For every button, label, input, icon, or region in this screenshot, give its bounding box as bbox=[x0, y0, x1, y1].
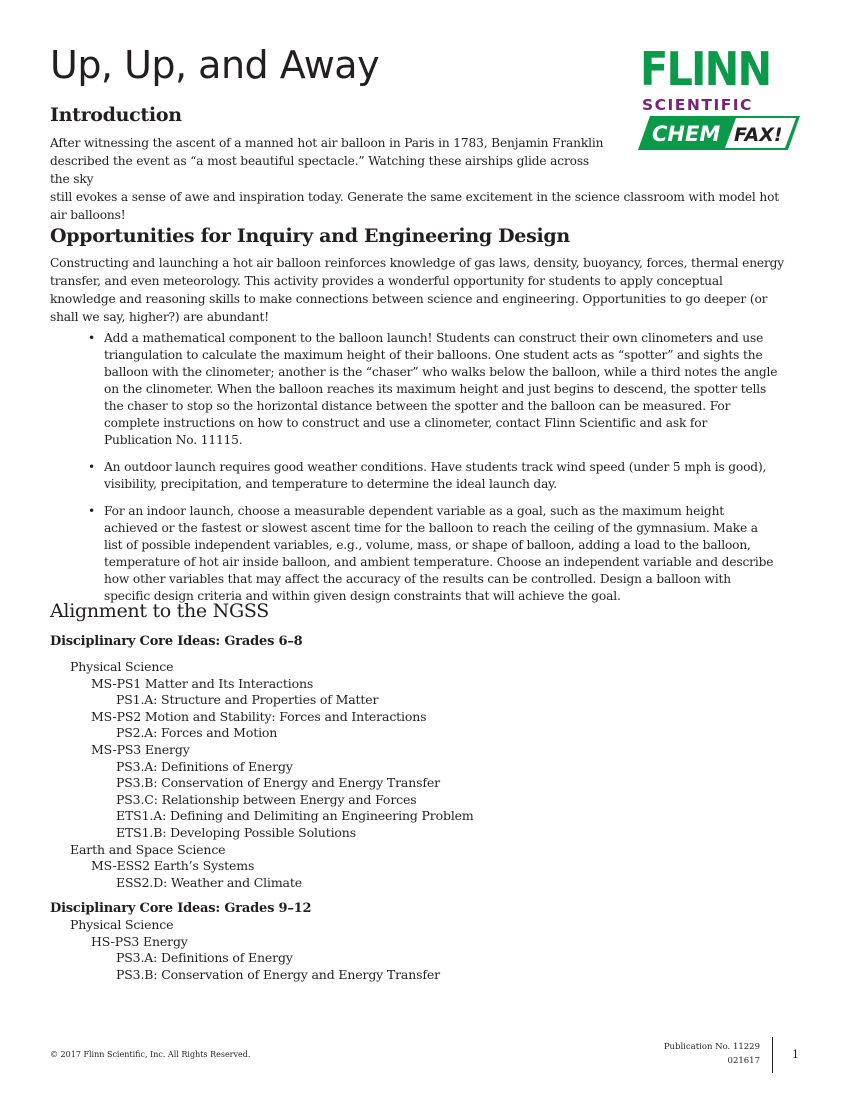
page-number: 1 bbox=[792, 1048, 799, 1061]
introduction-heading: Introduction bbox=[50, 104, 182, 126]
list-item: MS-PS2 Motion and Stability: Forces and Interactions bbox=[91, 708, 427, 724]
list-item: PS2.A: Forces and Motion bbox=[116, 725, 278, 741]
list-item: MS-PS3 Energy bbox=[91, 741, 190, 757]
list-item: ESS2.D: Weather and Climate bbox=[116, 874, 302, 890]
footer-publication-code: 021617 bbox=[727, 1056, 760, 1066]
list-item: ETS1.B: Developing Possible Solutions bbox=[116, 824, 356, 840]
dci-grades-6-8-heading: Disciplinary Core Ideas: Grades 6–8 bbox=[50, 634, 303, 649]
list-item: PS3.A: Definitions of Energy bbox=[116, 758, 293, 774]
list-item: MS-ESS2 Earth’s Systems bbox=[91, 858, 255, 874]
dci-grades-9-12-heading: Disciplinary Core Ideas: Grades 9–12 bbox=[50, 901, 312, 916]
bullet-item-clinometer: • Add a mathematical component to the balloon launch! Students can construct their own clinometers and use triangulation to calculate the maximum height of their balloons. One student acts as “spotter” and sights the balloon with the clinometer; another is the “chaser” who walks below the balloon, while a third notes the angle on the clinometer. When the balloon reaches its maximum height and just begins to descend, the spotter tells the chaser to stop so the horizontal distance between the spotter and the balloon can be measured. For complete instructions on how to construct and use a clinometer, contact Flinn Scientific and ask for Publication No. 11115. bbox=[88, 330, 778, 449]
list-item: MS-PS1 Matter and Its Interactions bbox=[91, 675, 314, 691]
logo-chem-text: CHEM bbox=[652, 122, 721, 146]
list-item: PS1.A: Structure and Properties of Matter bbox=[116, 692, 379, 708]
introduction-line-1: After witnessing the ascent of a manned hot air balloon in Paris in 1783, Benjamin Franklin bbox=[50, 136, 604, 150]
page-title: Up, Up, and Away bbox=[50, 43, 380, 87]
opportunities-paragraph: Constructing and launching a hot air balloon reinforces knowledge of gas laws, density, buoyancy, forces, thermal energy transfer, and even meteorology. This activity provides a wonderful opportunity for students to apply conceptual knowledge and reasoning skills to make connections between science and engineering. Opportunities to go deeper (or shall we say, higher?) are abundant! bbox=[50, 256, 785, 324]
list-item: HS-PS3 Energy bbox=[91, 933, 188, 949]
footer-publication-info bbox=[664, 1040, 760, 1068]
footer-copyright: © 2017 Flinn Scientific, Inc. All Rights Reserved. bbox=[50, 1050, 251, 1059]
list-item: Physical Science bbox=[70, 659, 174, 674]
logo-fax-text: FAX! bbox=[734, 124, 783, 146]
opportunities-heading: Opportunities for Inquiry and Engineering Design bbox=[50, 225, 570, 247]
logo-subtitle: SCIENTIFIC bbox=[642, 96, 753, 114]
list-item: Physical Science bbox=[70, 917, 174, 932]
dci-grades-6-8-list bbox=[0, 659, 474, 891]
list-item: PS3.B: Conservation of Energy and Energy Transfer bbox=[116, 775, 440, 791]
list-item: PS3.A: Definitions of Energy bbox=[116, 950, 293, 966]
list-item: PS3.C: Relationship between Energy and Forces bbox=[116, 791, 417, 807]
introduction-rest: still evokes a sense of awe and inspiration today. Generate the same excitement in the science classroom with model hot air balloons! bbox=[50, 190, 780, 222]
introduction-line-2: described the event as “a most beautiful spectacle.” Watching these airships glide across the sky bbox=[50, 154, 590, 186]
introduction-paragraph bbox=[50, 134, 790, 224]
logo-brand: FLINN bbox=[640, 42, 771, 96]
dci-grades-9-12-list bbox=[0, 917, 440, 983]
ngss-heading: Alignment to the NGSS bbox=[50, 600, 269, 622]
footer-divider bbox=[772, 1037, 773, 1073]
bullet-item-outdoor-launch: • An outdoor launch requires good weather conditions. Have students track wind speed (under 5 mph is good), visibility, precipitation, and temperature to determine the ideal launch day. bbox=[88, 459, 778, 493]
bullet-item-indoor-launch: • For an indoor launch, choose a measurable dependent variable as a goal, such as the maximum height achieved or the fastest or slowest ascent time for the balloon to reach the ceiling of the gymnasium. Make a list of possible independent variables, e.g., volume, mass, or shape of balloon, adding a load to the balloon, temperature of hot air inside balloon, and ambient temperature. Choose an independent variable and describe how other variables that may affect the accuracy of the results can be controlled. Design a balloon with specific design criteria and within given design constraints that will achieve the goal. bbox=[88, 503, 778, 605]
list-item: Earth and Space Science bbox=[70, 841, 226, 857]
opportunities-bullet-list bbox=[88, 330, 778, 615]
list-item: PS3.B: Conservation of Energy and Energy Transfer bbox=[116, 966, 440, 982]
footer-publication-number: Publication No. 11229 bbox=[663, 1042, 760, 1052]
list-item: ETS1.A: Defining and Delimiting an Engineering Problem bbox=[116, 808, 474, 824]
